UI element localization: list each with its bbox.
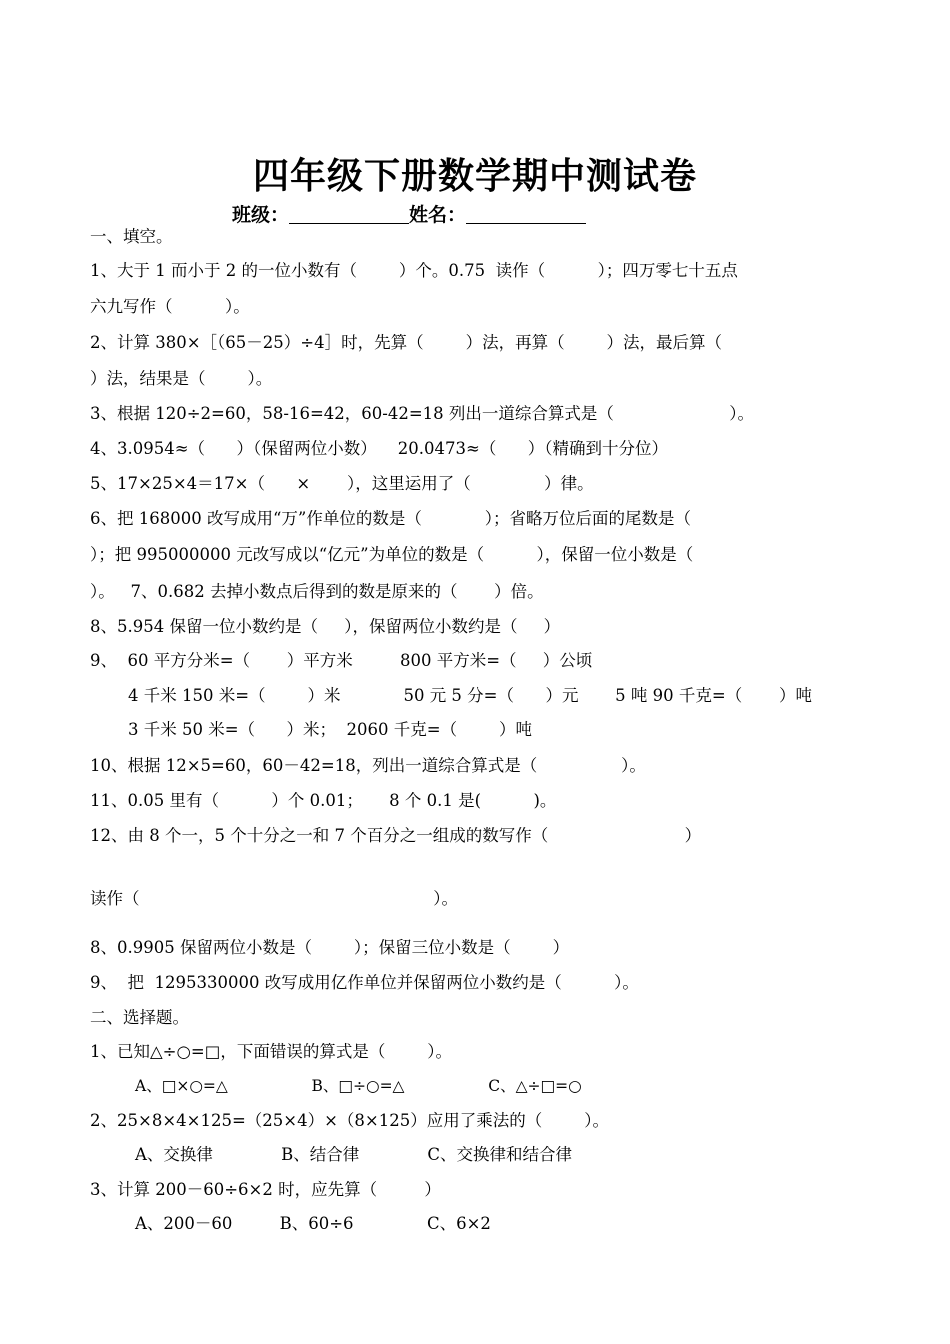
choice-options: A、□×○=△ B、□÷○=△ C、△÷□=○ [135,1077,582,1095]
class-label: 班级： [232,204,290,226]
question-line: 4、3.0954≈（ ）（保留两位小数） 20.0473≈（ ）（精确到十分位） [90,439,669,458]
question-line: 2、25×8×4×125=（25×4）×（8×125）应用了乘法的（ ）。 [90,1111,609,1130]
question-line: 1、大于 1 而小于 2 的一位小数有（ ）个。0.75 读作（ ）；四万零七十五点 [90,261,738,280]
question-line: 12、由 8 个一，5 个十分之一和 7 个百分之一组成的数写作（ ） [90,826,702,845]
question-line: 读作（ ）。 [90,889,458,908]
question-line: 11、0.05 里有（ ）个 0.01； 8 个 0.1 是( )。 [90,791,557,810]
question-line: 5、17×25×4＝17×（ × ），这里运用了（ ）律。 [90,474,594,493]
question-line: 4 千米 150 米=（ ）米 50 元 5 分=（ ）元 5 吨 90 千克=（ ）吨 [128,686,812,705]
question-line: 9、 60 平方分米=（ ）平方米 800 平方米=（ ）公顷 [90,651,593,670]
question-line: 10、根据 12×5=60，60－42=18，列出一道综合算式是（ ）。 [90,756,646,775]
name-blank[interactable] [466,205,586,224]
student-info [232,200,586,227]
question-line: 8、5.954 保留一位小数约是（ ），保留两位小数约是（ ） [90,617,561,636]
section-choice-heading: 二、选择题。 [90,1008,189,1027]
question-line: ）。 7、0.682 去掉小数点后得到的数是原来的（ ）倍。 [90,582,544,601]
choice-options: A、交换律 B、结合律 C、交换律和结合律 [135,1145,573,1164]
question-line: 1、已知△÷○=□，下面错误的算式是（ ）。 [90,1042,453,1061]
question-line: 6、把 168000 改写成用“万”作单位的数是（ ）；省略万位后面的尾数是（ [90,509,692,528]
question-line: 8、0.9905 保留两位小数是（ ）；保留三位小数是（ ） [90,938,570,957]
page-title: 四年级下册数学期中测试卷 [252,156,697,197]
question-line: 3、根据 120÷2=60，58-16=42，60-42=18 列出一道综合算式是（ ）。 [90,404,755,423]
question-line: 六九写作（ ）。 [90,297,250,316]
question-line: 3 千米 50 米=（ ）米； 2060 千克=（ ）吨 [128,720,533,739]
name-label: 姓名： [409,204,467,226]
class-blank[interactable] [289,205,409,224]
question-line: 9、 把 1295330000 改写成用亿作单位并保留两位小数约是（ ）。 [90,973,639,992]
question-line: 3、计算 200－60÷6×2 时，应先算（ ） [90,1180,441,1199]
section-fill-heading: 一、填空。 [90,227,173,246]
question-line: ）；把 995000000 元改写成以“亿元”为单位的数是（ ），保留一位小数是（ [90,545,694,564]
choice-options: A、200－60 B、60÷6 C、6×2 [135,1214,491,1233]
question-line: 2、计算 380×［（65－25）÷4］时，先算（ ）法，再算（ ）法，最后算（ [90,333,723,352]
question-line: ）法，结果是（ ）。 [90,369,273,388]
